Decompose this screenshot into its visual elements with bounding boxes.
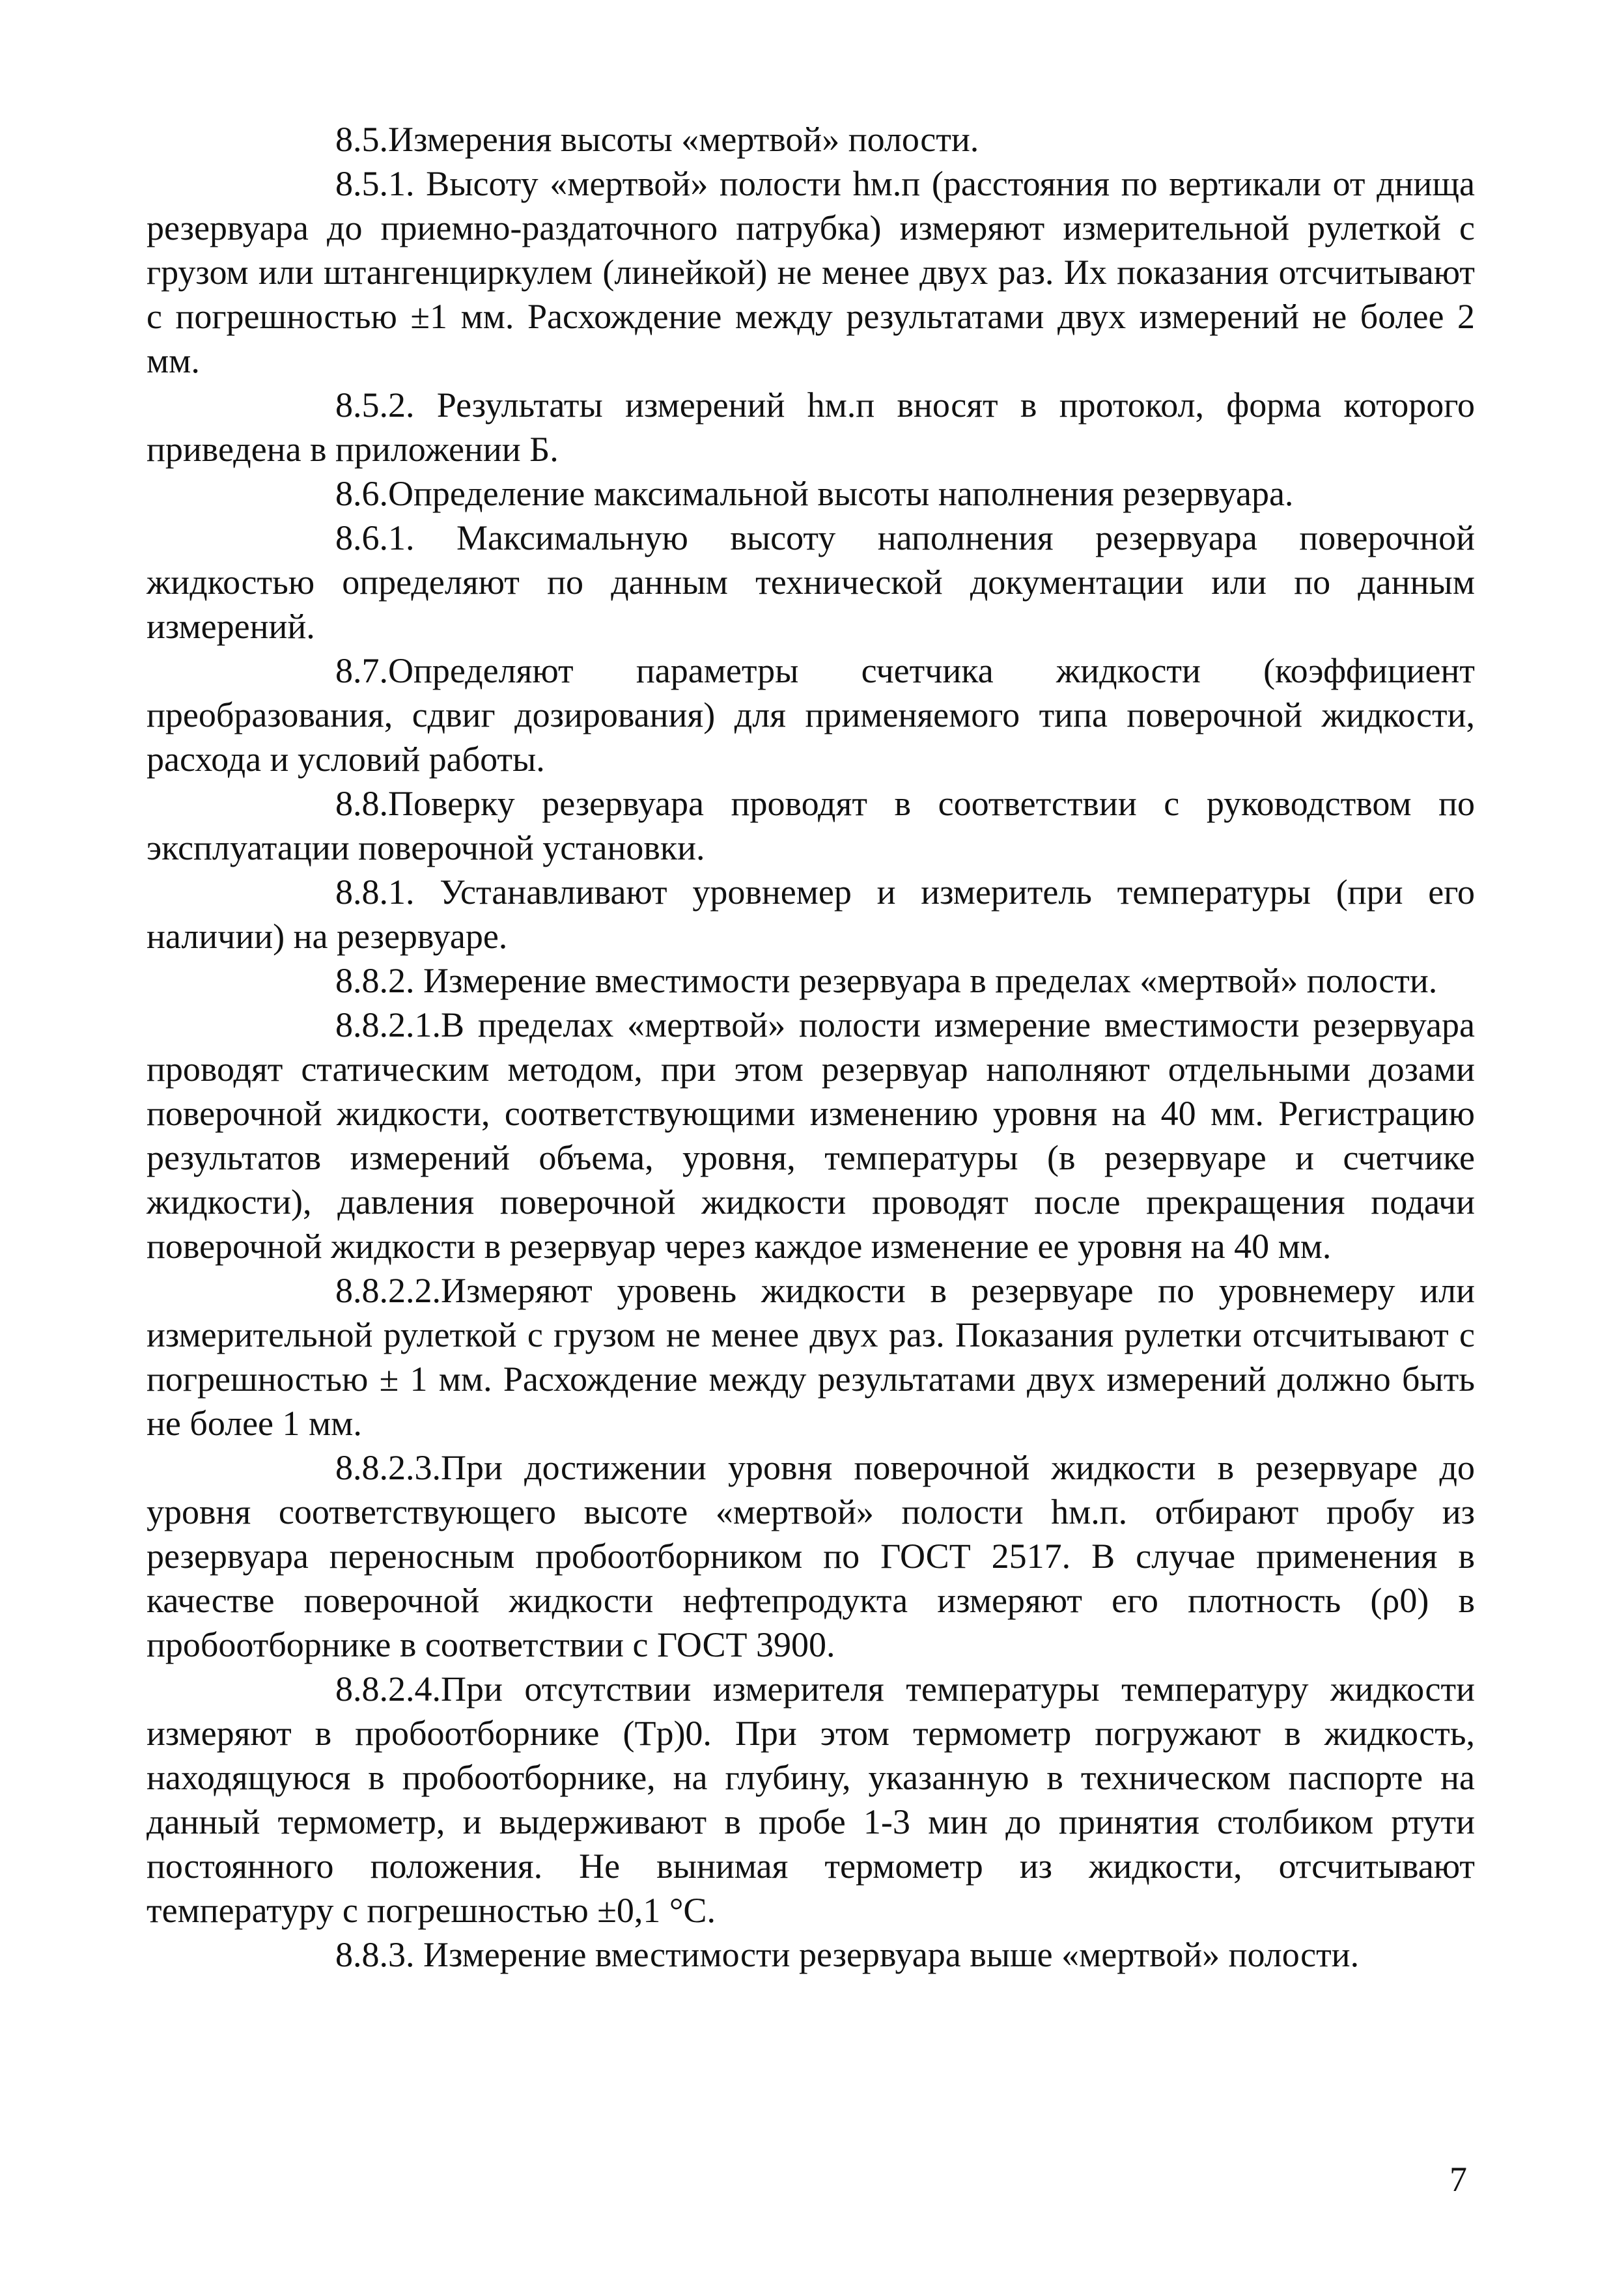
section-number: 8.8.2.1.: [335, 1005, 441, 1044]
paragraph-8-7: [147, 649, 1475, 781]
paragraph-text: Измерение вместимости резервуара выше «мертвой» полости.: [423, 1935, 1360, 1974]
paragraph-8-5-1: [147, 161, 1475, 383]
paragraph-8-8-1: [147, 870, 1475, 958]
paragraph-8-5: [147, 117, 1475, 161]
section-number: 8.8.2.2.: [335, 1271, 441, 1310]
paragraph-8-8-2: [147, 958, 1475, 1003]
paragraph-text: Измерения высоты «мертвой» полости.: [388, 120, 979, 159]
paragraph-text: Результаты измерений hм.п вносят в протокол, форма которого приведена в приложении Б.: [147, 385, 1475, 469]
paragraph-8-8: [147, 781, 1475, 870]
paragraph-text: Определение максимальной высоты наполнения резервуара.: [388, 474, 1294, 513]
section-number: 8.8.2.: [335, 961, 415, 1000]
section-number: 8.5.1.: [335, 164, 415, 203]
paragraph-text: Максимальную высоту наполнения резервуара поверочной жидкостью определяют по данным технической документации или по данным измерений.: [147, 518, 1475, 646]
paragraph-text: Определяют параметры счетчика жидкости (коэффициент преобразования, сдвиг дозирования) для применяемого типа поверочной жидкости, расхода и условий работы.: [147, 651, 1475, 779]
paragraph-8-8-3: [147, 1932, 1475, 1977]
paragraph-8-6: [147, 471, 1475, 516]
paragraph-text: Поверку резервуара проводят в соответствии с руководством по эксплуатации поверочной установки.: [147, 784, 1475, 867]
section-number: 8.8.2.3.: [335, 1448, 441, 1487]
paragraph-8-8-2-2: [147, 1268, 1475, 1445]
paragraph-text: Измерение вместимости резервуара в пределах «мертвой» полости.: [423, 961, 1438, 1000]
section-number: 8.8.3.: [335, 1935, 415, 1974]
paragraph-8-8-2-3: [147, 1445, 1475, 1667]
section-number: 8.8.2.4.: [335, 1669, 441, 1709]
section-number: 8.7.: [335, 651, 388, 690]
page-number: 7: [1449, 2160, 1467, 2199]
paragraph-8-5-2: [147, 383, 1475, 471]
paragraph-text: Устанавливают уровнемер и измеритель температуры (при его наличии) на резервуаре.: [147, 872, 1475, 956]
paragraph-8-8-2-4: [147, 1667, 1475, 1932]
paragraph-8-6-1: [147, 516, 1475, 649]
paragraph-8-8-2-1: [147, 1003, 1475, 1268]
section-number: 8.8.1.: [335, 872, 415, 912]
paragraph-text: Высоту «мертвой» полости hм.п (расстояния по вертикали от днища резервуара до приемно-раздаточного патрубка) измеряют измерительной рулеткой с грузом или штангенциркулем (линейкой) не менее двух раз. Их показания отсчитывают с погрешностью ±1 мм. Расхождение между результатами двух измерений не более 2 мм.: [147, 164, 1475, 380]
paragraph-text: Измеряют уровень жидкости в резервуаре по уровнемеру или измерительной рулеткой с грузом не менее двух раз. Показания рулетки отсчитывают с погрешностью ± 1 мм. Расхождение между результатами двух измерений должно быть не более 1 мм.: [147, 1271, 1475, 1443]
paragraph-text: В пределах «мертвой» полости измерение вместимости резервуара проводят статическим методом, при этом резервуар наполняют отдельными дозами поверочной жидкости, соответствующими изменению уровня на 40 мм. Регистрацию результатов измерений объема, уровня, температуры (в резервуаре и счетчике жидкости), давления поверочной жидкости проводят после прекращения подачи поверочной жидкости в резервуар через каждое изменение ее уровня на 40 мм.: [147, 1005, 1475, 1266]
section-number: 8.8.: [335, 784, 388, 823]
section-number: 8.6.: [335, 474, 388, 513]
section-number: 8.5.2.: [335, 385, 415, 425]
paragraph-text: При отсутствии измерителя температуры температуру жидкости измеряют в пробоотборнике (Tp)0. При этом термометр погружают в жидкость, находящуюся в пробоотборнике, на глубину, указанную в техническом паспорте на данный термометр, и выдерживают в пробе 1-3 мин до принятия столбиком ртути постоянного положения. Не вынимая термометр из жидкости, отсчитывают температуру с погрешностью ±0,1 °С.: [147, 1669, 1475, 1930]
paragraph-text: При достижении уровня поверочной жидкости в резервуаре до уровня соответствующего высоте «мертвой» полости hм.п. отбирают пробу из резервуара переносным пробоотборником по ГОСТ 2517. В случае применения в качестве поверочной жидкости нефтепродукта измеряют его плотность (ρ0) в пробоотборнике в соответствии с ГОСТ 3900.: [147, 1448, 1475, 1664]
section-number: 8.6.1.: [335, 518, 415, 557]
document-page: [147, 117, 1475, 1977]
section-number: 8.5.: [335, 120, 388, 159]
